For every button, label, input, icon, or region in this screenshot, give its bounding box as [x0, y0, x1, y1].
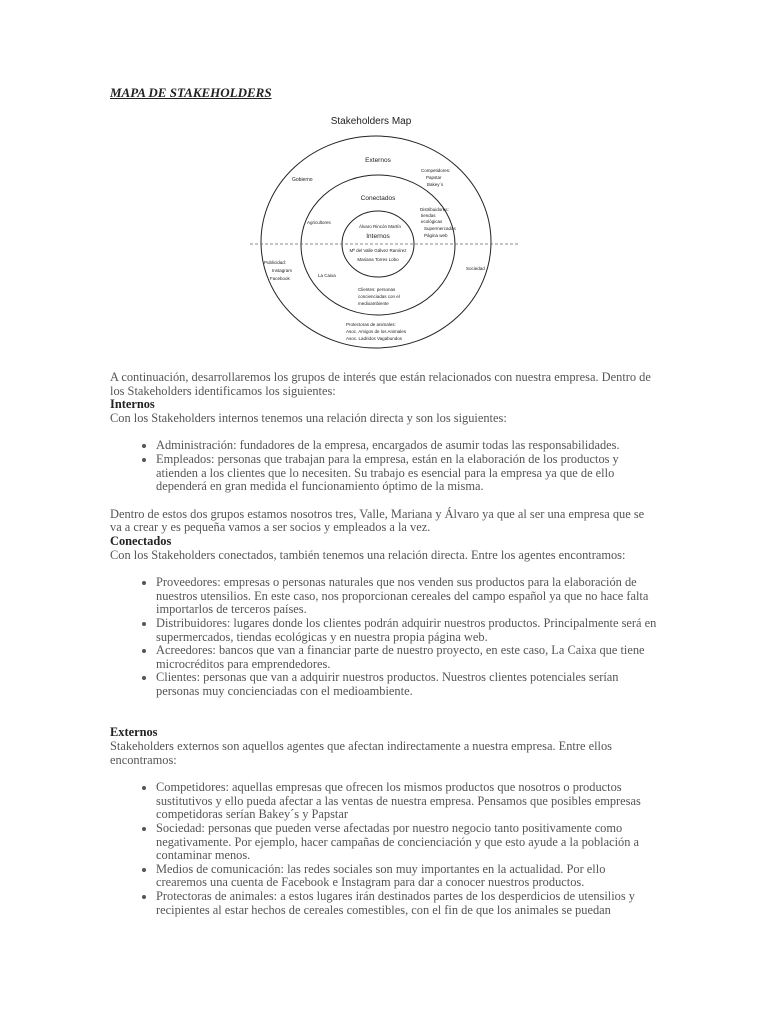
- label-internos-names: [349, 223, 407, 262]
- list-item: • Protectoras de animales: a estos lugares irán destinados partes de los desperdicios de utensilios y recipientes al estar hechos de cereales comestibles, con el fin de que los animales se puedan: [156, 890, 658, 917]
- svg-text:Clientes: personas: Clientes: personas: [358, 287, 396, 292]
- conectados-text: Con los Stakeholders conectados, también tenemos una relación directa. Entre los agentes encontramos:: [110, 547, 626, 562]
- label-competidores: [421, 168, 450, 187]
- conectados-heading: Conectados: [110, 533, 172, 548]
- label-sociedad: Sociedad: [466, 266, 485, 271]
- label-conectados: Conectados: [360, 195, 396, 202]
- externos-text: Stakeholders externos son aquellos agentes que afectan indirectamente a nuestra empresa. Entre ellos encontramos:: [110, 739, 612, 767]
- svg-text:Papstar: Papstar: [426, 175, 442, 180]
- svg-text:Competidores:: Competidores:: [421, 168, 451, 173]
- svg-text:Facebook: Facebook: [270, 276, 290, 281]
- externos-list: [110, 781, 658, 917]
- label-gobierno: Gobierno: [292, 177, 313, 183]
- svg-text:Mª del Valle Gálvez Ramírez: Mª del Valle Gálvez Ramírez: [349, 248, 407, 253]
- list-item: • Competidores: aquellas empresas que ofrecen los mismos productos que nosotros o productos sustitutivos y ello pueda afectar a las ventas de nuestra empresa. Pensamos que posibles empresas competidoras serían Bakey´s y Papstar: [156, 781, 658, 822]
- stakeholders-map-diagram: [240, 108, 530, 358]
- internos-after-text: Dentro de estos dos grupos estamos nosotros tres, Valle, Mariana y Álvaro ya que al ser una empresa que se va a crear y es pequeña vamos a ser socios y empleados a la vez.: [110, 506, 645, 535]
- internos-heading: Internos: [110, 397, 155, 412]
- svg-text:Asoc. Amigos de los Animales: Asoc. Amigos de los Animales: [346, 329, 407, 334]
- list-item: • Clientes: personas que van a adquirir nuestros productos. Nuestros clientes potenciales serían personas muy concienciadas con el medioambiente.: [156, 671, 658, 698]
- label-clientes: [358, 287, 400, 306]
- list-item: • Proveedores: empresas o personas naturales que nos venden sus productos para la elaboración de nuestros utensilios. En este caso, nos proporcionan cereales del campo español ya que no hace falta importarlos de terceros países.: [156, 576, 658, 617]
- svg-text:medioambiente: medioambiente: [358, 301, 389, 306]
- list-item: • Empleados: personas que trabajan para la empresa, están en la elaboración de los productos y atienden a los clientes que lo necesiten. Su trabajo es esencial para la empresa ya que de ello dependerá en gran medida el funcionamiento óptimo de la misma.: [156, 453, 658, 494]
- svg-text:concienciadas con el: concienciadas con el: [358, 294, 400, 299]
- svg-text:Publicidad:: Publicidad:: [264, 260, 287, 265]
- intro-paragraph: A continuación, desarrollaremos los grupos de interés que están relacionados con nuestra empresa. Dentro de los Stakeholders identificamos los siguientes:: [110, 370, 651, 398]
- list-item: • Sociedad: personas que pueden verse afectadas por nuestro negocio tanto positivamente como negativamente. Por ejemplo, hacer campañas de concienciación y que esto ayude a la población a contaminar menos.: [156, 822, 658, 863]
- list-item: • Medios de comunicación: las redes sociales son muy importantes en la actualidad. Por ello crearemos una cuenta de Facebook e Instagram para dar a conocer nuestros productos.: [156, 863, 658, 890]
- list-item: • Acreedores: bancos que van a financiar parte de nuestro proyecto, en este caso, La Caixa que tiene microcréditos para emprendedores.: [156, 644, 658, 671]
- internos-list: [110, 439, 658, 493]
- svg-text:Supermercados: Supermercados: [424, 226, 456, 231]
- internos-text: Con los Stakeholders internos tenemos una relación directa y son los siguientes:: [110, 410, 507, 425]
- svg-text:Distribuidores:: Distribuidores:: [420, 207, 449, 212]
- svg-text:Instagram: Instagram: [272, 268, 293, 273]
- conectados-list: [110, 576, 658, 698]
- label-agricultores: Agricultores: [307, 220, 331, 225]
- document-body: [110, 371, 658, 931]
- svg-text:Álvaro Rincón Martín: Álvaro Rincón Martín: [358, 224, 402, 229]
- list-item: • Administración: fundadores de la empresa, encargados de asumir todas las responsabilidades.: [156, 439, 658, 453]
- label-protectoras: [346, 322, 407, 341]
- svg-text:Bakey´s: Bakey´s: [427, 182, 444, 187]
- diagram-title: Stakeholders Map: [330, 116, 412, 127]
- label-externos: Externos: [365, 157, 391, 164]
- svg-text:tiendas: tiendas: [421, 213, 436, 218]
- svg-text:Mariana Torres Lobo: Mariana Torres Lobo: [357, 257, 399, 262]
- label-la-caixa: La Caixa: [318, 273, 336, 278]
- svg-text:Asoc. Ladridos Vagabundos: Asoc. Ladridos Vagabundos: [346, 336, 402, 341]
- svg-text:ecológicas: ecológicas: [421, 219, 443, 224]
- label-internos: Internos: [366, 233, 390, 240]
- list-item: • Distribuidores: lugares donde los clientes podrán adquirir nuestros productos. Principalmente será en supermercados, tiendas ecológicas y en nuestra propia página web.: [156, 617, 658, 644]
- page-title: MAPA DE STAKEHOLDERS: [110, 85, 272, 100]
- svg-text:Página web: Página web: [424, 233, 448, 238]
- svg-text:Protectoras de animales:: Protectoras de animales:: [346, 322, 396, 327]
- externos-heading: Externos: [110, 725, 158, 740]
- externos-circle: [261, 136, 491, 348]
